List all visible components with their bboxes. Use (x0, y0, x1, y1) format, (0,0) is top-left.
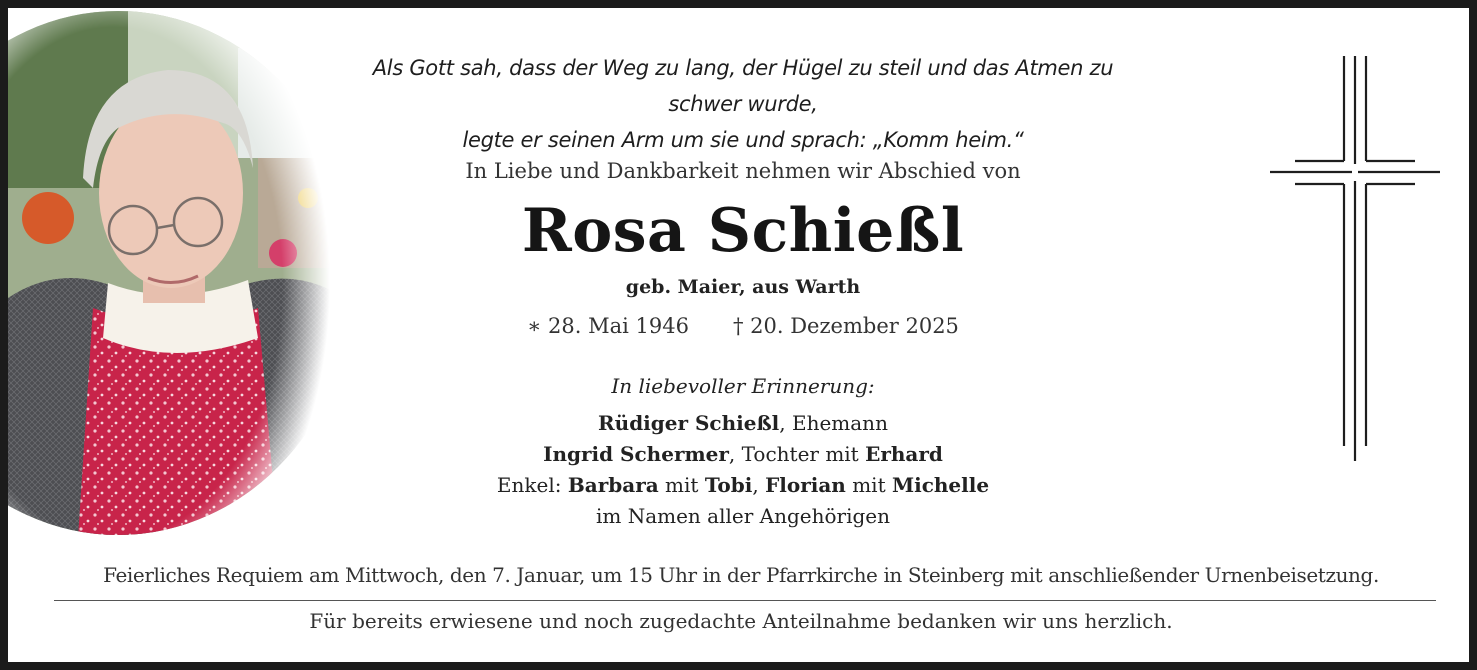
daughter-name: Ingrid Schermer (543, 442, 729, 466)
grandchild-name: Florian (765, 473, 846, 497)
portrait-photo (8, 8, 358, 538)
life-dates (338, 314, 1148, 338)
motto-line: Als Gott sah, dass der Weg zu lang, der Hügel zu steil und das Atmen zu schwer wurde, (372, 56, 1114, 116)
separator-text: , (752, 473, 766, 497)
maiden-name: geb. Maier, aus Warth (625, 276, 861, 298)
partner-name: Erhard (865, 442, 943, 466)
deceased-name: Rosa Schießl (521, 196, 965, 266)
grandchild-name: Barbara (567, 473, 659, 497)
family-row-grandchildren (338, 470, 1148, 501)
death-date: † 20. Dezember 2025 (732, 314, 959, 338)
intro-text: In Liebe und Dankbarkeit nehmen wir Abschied von (465, 159, 1021, 183)
motto-quote (338, 50, 1148, 158)
divider (54, 600, 1436, 601)
birth-date: ∗ 28. Mai 1946 (527, 314, 689, 338)
thanks-note: Für bereits erwiesene und noch zugedachte Anteilnahme bedanken wir uns herzlich. (309, 609, 1173, 633)
family-row-daughter (338, 439, 1148, 470)
relation-text: mit (845, 473, 892, 497)
cross-icon (1270, 56, 1440, 461)
husband-name: Rüdiger Schießl (598, 411, 780, 435)
relation-text: , Ehemann (779, 411, 888, 435)
relation-text: mit (658, 473, 705, 497)
relation-text: , Tochter mit (728, 442, 866, 466)
partner-name: Michelle (891, 473, 990, 497)
family-list (338, 408, 1148, 532)
partner-name: Tobi (704, 473, 753, 497)
motto-line: legte er seinen Arm um sie und sprach: „Komm heim.“ (462, 128, 1024, 152)
family-row-husband (338, 408, 1148, 439)
memory-heading: In liebevoller Erinnerung: (611, 374, 875, 398)
requiem-info: Feierliches Requiem am Mittwoch, den 7. Januar, um 15 Uhr in der Pfarrkirche in Steinberg mit anschließender Urnenbeisetzung. (103, 563, 1379, 587)
relation-text: Enkel: (496, 473, 568, 497)
family-row-relatives: im Namen aller Angehörigen (595, 504, 890, 528)
